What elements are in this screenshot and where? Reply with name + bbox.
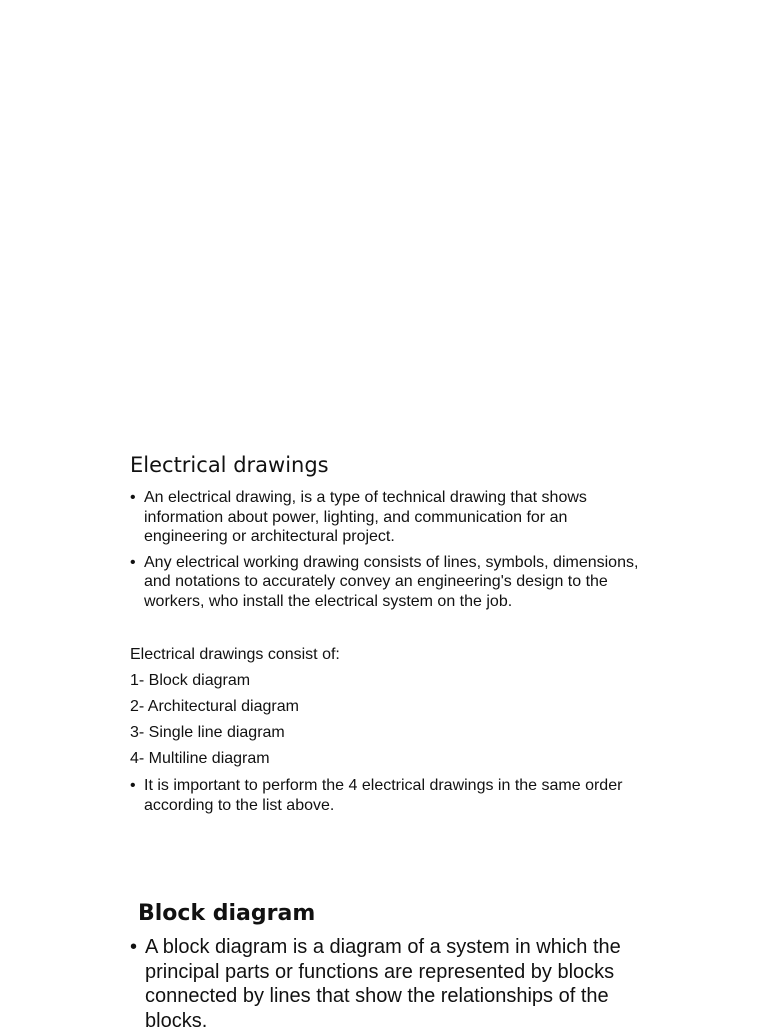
consist-intro: Electrical drawings consist of:: [130, 646, 340, 663]
bullet-text: It is important to perform the 4 electrical drawings in the same order according to the list above.: [144, 777, 623, 814]
block-diagram-title: Block diagram: [138, 901, 316, 926]
bullet-text: A block diagram is a diagram of a system in which the principal parts or functions are represented by blocks connected by lines that show the relationships of the blocks.: [145, 936, 621, 1032]
bullet-text: An electrical drawing, is a type of technical drawing that shows information about power, lighting, and communication for an engineering or architectural project.: [144, 489, 587, 545]
bullet-icon: •: [130, 936, 138, 958]
bullet-icon: •: [130, 489, 136, 506]
list-item: [130, 776, 650, 815]
section-title: Electrical drawings: [130, 453, 329, 477]
list-item-block: 1- Block diagram: [130, 672, 251, 689]
list-item-architectural: 2- Architectural diagram: [130, 698, 299, 715]
list-item-single-line: 3- Single line diagram: [130, 724, 285, 741]
bullet-icon: •: [130, 777, 136, 794]
intro-bullet-list: [130, 488, 650, 617]
list-item: [130, 488, 650, 547]
bullet-text: Any electrical working drawing consists of lines, symbols, dimensions, and notations to accurately convey an engineering's design to the workers, who install the electrical system on the job.: [144, 553, 639, 610]
list-item: [130, 935, 650, 1033]
list-item-multiline: 4- Multiline diagram: [130, 750, 270, 767]
list-item: [130, 553, 650, 612]
block-diagram-bullet-list: [130, 935, 650, 1033]
bullet-icon: •: [130, 553, 136, 571]
note-bullet-list: [130, 776, 650, 821]
